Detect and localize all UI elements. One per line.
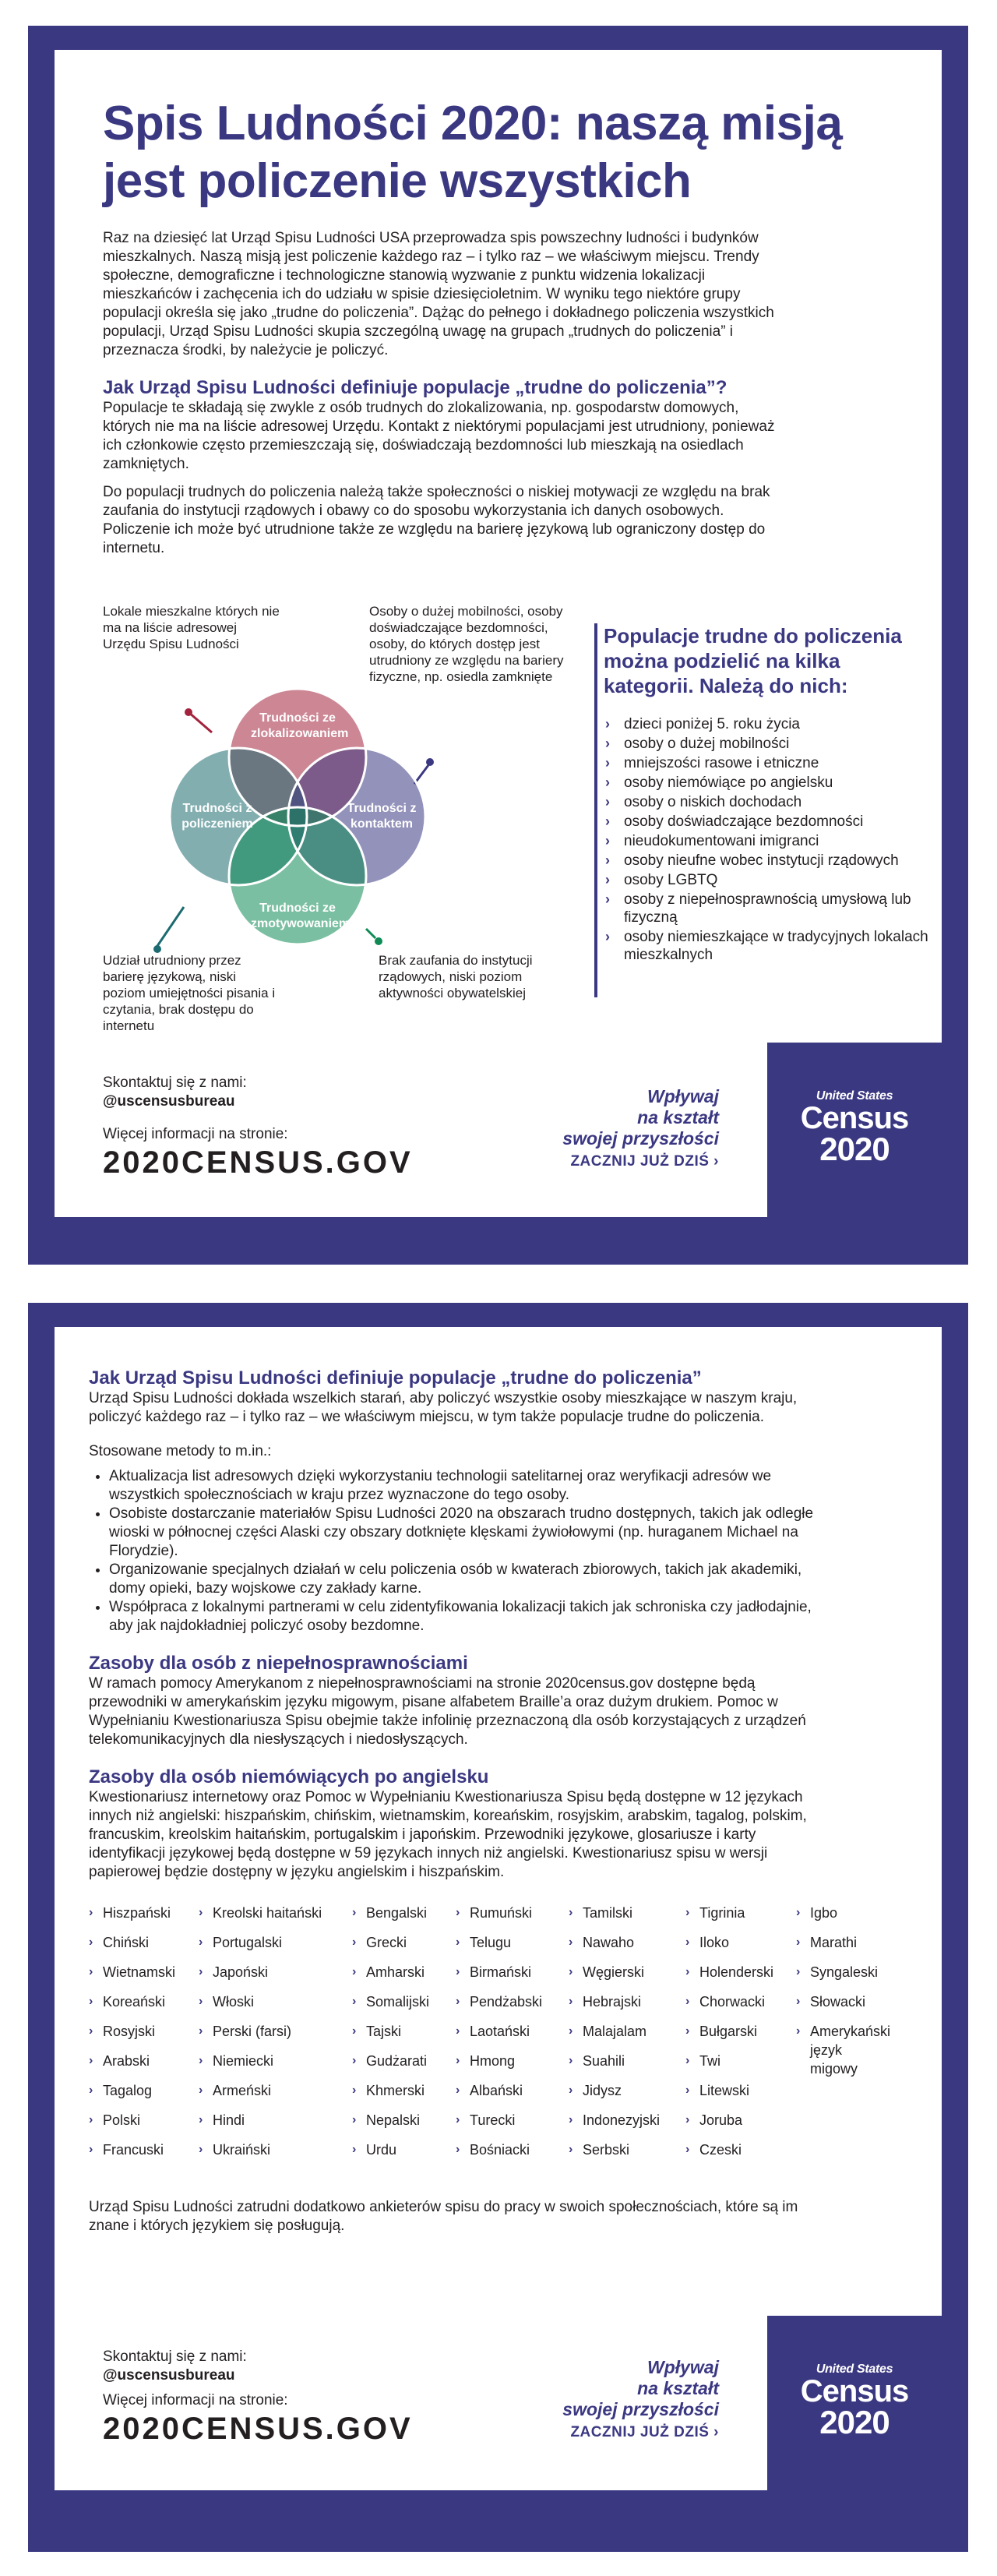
section-heading: Jak Urząd Spisu Ludności definiuje populacje „trudne do policzenia”? [103,377,727,398]
intro-paragraph: Raz na dziesięć lat Urząd Spisu Ludności USA przeprowadza spis powszechny ludności i budynków mieszkalnych. Naszą misją jest policzenie każdego raz – i tylko raz – we właściwym miejscu. Trendy społeczne, demograficzne i technologiczne stanowią wyzwanie z punktu widzenia lokalizacji mieszkańców i zachęcenia ich do udziału w spisie dziesięcioletnim. W wyniku tego niektóre grupy populacji określa się jako „trudne do policzenia”. Dążąc do pełnego i dokładnego policzenia wszystkich populacji, Urząd Spisu Ludności skupia szczególną uwagę na grupach „trudnych do policzenia” i przeznacza środki, by należycie je policzyć. [103,230,774,358]
language-item [199,2052,352,2070]
chevron-right-icon: › [89,1906,93,1919]
language-label: Birmański [470,1964,532,1980]
page-2-frame [28,1303,968,2552]
tagline-2 [516,2357,719,2443]
chevron-right-icon: › [352,2084,357,2097]
chevron-right-icon: › [569,2143,573,2156]
language-item [569,2052,685,2070]
language-label: Hiszpański [103,1905,171,1921]
logo-2-united-states: United States [816,2363,893,2376]
language-item [456,2081,569,2100]
language-item [685,1963,796,1981]
chevron-right-icon: › [569,2054,573,2067]
language-item [456,1904,569,1922]
language-label: Igbo [810,1905,838,1921]
chevron-right-icon: › [605,716,610,732]
category-item [604,852,931,870]
venn-label-right: Trudności z kontaktem [347,802,417,831]
logo-census: Census [800,1101,909,1135]
p2-heading-2: Zasoby dla osób z niepełnosprawnościami [89,1653,468,1674]
language-item [796,2022,890,2078]
chevron-right-icon: › [569,1906,573,1919]
tagline-2-line-3: swojej przyszłości [562,2399,719,2419]
language-item [796,1963,890,1981]
language-item [89,1992,199,2011]
chevron-right-icon: › [685,2024,690,2038]
category-item [604,813,931,831]
social-handle-2[interactable]: @uscensusbureau [103,2367,235,2384]
language-label: Francuski [103,2142,164,2158]
page-1-sheet [55,50,942,1217]
languages-column [569,1904,685,2170]
language-item [352,2081,456,2100]
language-item [89,2052,199,2070]
page-title [103,95,893,210]
chevron-right-icon: › [605,813,610,829]
language-label: Czeski [699,2142,742,2158]
chevron-right-icon: › [352,2054,357,2067]
category-item [604,754,931,772]
category-item [604,774,931,792]
p2-paragraph-1: Urząd Spisu Ludności dokłada wszelkich starań, aby policzyć wszystkie osoby mieszkające w naszym kraju, policzyć każdego raz – i tylko raz – we właściwym miejscu, w tym także populacje trudne do policzenia. [89,1390,798,1425]
page-2-content [89,1367,907,2235]
language-label: Tagalog [103,2083,153,2098]
chevron-right-icon: › [89,2024,93,2038]
page-title-line-2: jest policzenie wszystkich [103,154,692,208]
language-label: Telugu [470,1935,512,1950]
chevron-right-icon: › [352,2113,357,2126]
p2-heading-1: Jak Urząd Spisu Ludności definiuje populacje „trudne do policzenia” [89,1367,702,1389]
language-item [456,2111,569,2130]
chevron-right-icon: › [456,2054,460,2067]
p2-paragraph-3: Kwestionariusz internetowy oraz Pomoc w Wypełnianiu Kwestionariusza Spisu będą dostępne w 12 językach innych niż angielski: hiszpańskim, chińskim, wietnamskim, koreańskim, rosyjskim, arabskim, tagalog, polskim, francuskim, kreolskim haitańskim, portugalskim i japońskim. Przewodniki językowe, glosariusze i karty identyfikacji językowej będą dostępne w 59 językach innych niż angielski. Kwestionariusz spisu w wersji papierowej będzie dostępny w języku angielskim i hiszpańskim. [89,1789,807,1880]
language-label: Holenderski [699,1964,774,1980]
chevron-right-icon: › [796,2024,801,2038]
language-item [352,2140,456,2159]
methods-list [89,1467,829,1636]
languages-column [796,1904,890,2170]
language-item [199,2022,352,2041]
language-label: Bułgarski [699,2024,758,2039]
category-item-label: osoby LGBTQ [624,872,718,888]
chevron-right-icon: › [89,2113,93,2126]
more-info-label: Więcej informacji na stronie: [103,1126,288,1142]
language-label: Portugalski [213,1935,283,1950]
language-item [89,1933,199,1952]
category-item-label: osoby doświadczające bezdomności [624,813,864,830]
category-item-label: osoby niemieszkające w tradycyjnych lokalach mieszkalnych [624,929,928,963]
cta-link[interactable] [516,1151,719,1172]
chevron-right-icon: › [685,1995,690,2008]
language-label: Twi [699,2053,720,2069]
language-label: Tigrinia [699,1905,745,1921]
chevron-right-icon: › [352,1936,357,1949]
chevron-right-icon: › [685,2054,690,2067]
chevron-right-icon: › [352,1906,357,1919]
category-item-label: dzieci poniżej 5. roku życia [624,716,800,732]
chevron-right-icon: › [569,2113,573,2126]
footer-contact [103,1074,508,1181]
chevron-right-icon: › [89,1936,93,1949]
language-label: Pendżabski [470,1994,543,2010]
chevron-right-icon: › [605,891,610,907]
language-label: Rosyjski [103,2024,156,2039]
category-item [604,735,931,753]
note-top-right: Osoby o dużej mobilności, osoby doświadczające bezdomności, osoby, do których dostęp jest utrudniony ze względu na bariery fizyczne, np. osiedla zamknięte [369,604,564,684]
chevron-right-icon: › [685,1906,690,1919]
categories-panel [604,623,931,965]
language-item [569,2111,685,2130]
categories-rule [594,623,597,997]
tagline-line-2: na kształt [637,1107,719,1127]
chevron-right-icon: › [685,2113,690,2126]
tagline-2-line-1: Wpływaj [646,2357,719,2377]
language-item [89,2081,199,2100]
language-item [456,1992,569,2011]
language-label: Serbski [583,2142,630,2158]
chevron-right-icon: › [456,2113,460,2126]
language-item [685,2111,796,2130]
p2-paragraph-2: W ramach pomocy Amerykanom z niepełnosprawnościami na stronie 2020census.gov dostępne będą przewodniki w amerykańskim języku migowym, pisane alfabetem Braille’a oraz dużym drukiem. Pomoc w Wypełnianiu Kwestionariusza Spisu obejmie także infolinię przeznaczoną dla osób korzystających z urządzeń telekomunikacyjnych dla niesłyszących i niedosłyszących. [89,1675,806,1748]
chevron-right-icon: › [605,929,610,944]
chevron-right-icon: › [569,2084,573,2097]
chevron-right-icon: › [713,2424,719,2440]
language-item [89,1963,199,1981]
logo-2-year: 2020 [819,2404,890,2440]
language-label: Grecki [366,1935,407,1950]
chevron-right-icon: › [456,1965,460,1978]
chevron-right-icon: › [352,2143,357,2156]
census-logo [767,1043,942,1217]
chevron-right-icon: › [199,1906,203,1919]
chevron-right-icon: › [352,2024,357,2038]
languages-column [456,1904,569,2170]
chevron-right-icon: › [89,2054,93,2067]
chevron-right-icon: › [685,2084,690,2097]
language-label: Arabski [103,2053,150,2069]
language-label: Jidysz [583,2083,622,2098]
category-item [604,871,931,889]
category-item [604,715,931,733]
chevron-right-icon: › [605,872,610,887]
language-label: Rumuński [470,1905,533,1921]
language-label: Węgierski [583,1964,645,1980]
footer-contact-2 [103,2348,508,2447]
language-label: Suahili [583,2053,625,2069]
method-item: • Organizowanie specjalnych działań w celu policzenia osób w kwaterach zbiorowych, takich jak akademiki, domy opieki, bazy wojskowe czy zakłady karne. [109,1561,829,1598]
chevron-right-icon: › [199,2054,203,2067]
language-item [89,2140,199,2159]
language-item [456,2140,569,2159]
cta-label: ZACZNIJ JUŻ DZIŚ [570,1153,710,1170]
language-item [569,1992,685,2011]
language-item [352,2052,456,2070]
language-label: Litewski [699,2083,750,2098]
category-item-label: osoby o dużej mobilności [624,736,790,752]
chevron-right-icon: › [685,1936,690,1949]
venn-label-top: Trudności ze zlokalizowaniem [251,711,349,740]
language-label: Perski (farsi) [213,2024,292,2039]
language-label: Słowacki [810,1994,866,2010]
website-link-2[interactable]: 2020CENSUS.GOV [103,2412,413,2446]
language-label: Albański [470,2083,523,2098]
language-item [685,1992,796,2011]
language-label: Marathi [810,1935,858,1950]
category-item [604,832,931,850]
note-top-left: Lokale mieszkalne których nie ma na liście adresowej Urzędu Spisu Ludności [103,604,280,651]
language-label: Bośniacki [470,2142,530,2158]
chevron-right-icon: › [569,1936,573,1949]
chevron-right-icon: › [199,2143,203,2156]
language-label: Ukraiński [213,2142,271,2158]
chevron-right-icon: › [456,2024,460,2038]
chevron-right-icon: › [89,1995,93,2008]
category-item-label: osoby z niepełnosprawnością umysłową lub fizyczną [624,891,911,926]
language-item [89,1904,199,1922]
language-label: Bengalski [366,1905,428,1921]
languages-column [352,1904,456,2170]
languages-column [89,1904,199,2170]
language-label: Kreolski haitański [213,1905,322,1921]
language-item [569,2140,685,2159]
cta-label-2: ZACZNIJ JUŻ DZIŚ [570,2424,710,2440]
language-label: Malajalam [583,2024,647,2039]
language-label: Urdu [366,2142,397,2158]
chevron-right-icon: › [456,1995,460,2008]
social-handle[interactable]: @uscensusbureau [103,1093,235,1110]
category-item-label: mniejszości rasowe i etniczne [624,755,819,771]
cta-link-2[interactable] [516,2422,719,2443]
category-item [604,891,931,926]
venn-label-left: Trudności z policzeniem [181,802,253,831]
chevron-right-icon: › [456,1936,460,1949]
language-item [352,2111,456,2130]
chevron-right-icon: › [605,736,610,751]
language-label: Włoski [213,1994,254,2010]
chevron-right-icon: › [199,1995,203,2008]
logo-united-states: United States [816,1089,893,1103]
chevron-right-icon: › [199,2113,203,2126]
chevron-right-icon: › [796,1906,801,1919]
chevron-right-icon: › [605,775,610,790]
language-item [199,2111,352,2130]
language-item [89,2111,199,2130]
venn-label-bottom: Trudności ze zmotywowaniem [251,902,351,930]
language-label: Gudżarati [366,2053,428,2069]
language-item [685,2052,796,2070]
logo-year: 2020 [819,1131,890,1167]
census-logo-2 [767,2316,942,2490]
language-label: Khmerski [366,2083,425,2098]
language-item [352,1963,456,1981]
chevron-right-icon: › [569,1995,573,2008]
venn-diagram [103,603,601,1039]
language-label: Hmong [470,2053,516,2069]
language-item [685,2022,796,2041]
language-item [685,2081,796,2100]
language-item [685,1904,796,1922]
tagline [516,1086,719,1172]
language-label: Chorwacki [699,1994,766,2010]
language-label: Iloko [699,1935,730,1950]
chevron-right-icon: › [456,2143,460,2156]
method-item: • Osobiste dostarczanie materiałów Spisu Ludności 2020 na obszarach trudno dostępnych, takich jak odległe wioski w północnej części Alaski czy obszary dotknięte klęskami żywiołowymi (np. huraganem Michael na Florydzie). [109,1505,829,1561]
language-item [569,1963,685,1981]
chevron-right-icon: › [796,1936,801,1949]
languages-grid [89,1904,907,2170]
chevron-right-icon: › [456,1906,460,1919]
language-item [796,1992,890,2011]
language-item [569,2022,685,2041]
language-item [456,1933,569,1952]
language-item [199,1992,352,2011]
language-item [199,1933,352,1952]
chevron-right-icon: › [89,1965,93,1978]
language-label: Polski [103,2112,141,2128]
chevron-right-icon: › [569,1965,573,1978]
language-item [456,1963,569,1981]
chevron-right-icon: › [796,1965,801,1978]
language-item [352,1933,456,1952]
language-item [456,2052,569,2070]
category-item [604,928,931,964]
chevron-right-icon: › [605,755,610,771]
page-1-content [103,95,893,558]
tagline-line-3: swojej przyszłości [562,1128,719,1149]
contact-label: Skontaktuj się z nami: [103,1075,247,1091]
language-item [199,1904,352,1922]
language-label: Hindi [213,2112,245,2128]
language-label: Wietnamski [103,1964,176,1980]
p2-heading-3: Zasoby dla osób niemówiących po angielsku [89,1766,489,1787]
category-item-label: nieudokumentowani imigranci [624,833,819,849]
language-item [352,1992,456,2011]
language-label: Tajski [366,2024,402,2039]
paragraph-1: Populacje te składają się zwykle z osób trudnych do zlokalizowania, np. gospodarstw domowych, których nie ma na liście adresowej Urzędu. Kontakt z niektórymi populacjami jest utrudniony, ponieważ ich członkowie często przemieszczają się, doświadczają bezdomności lub mieszkają na osiedlach zamkniętych. [103,400,775,472]
language-label: Turecki [470,2112,516,2128]
language-item [569,2081,685,2100]
methods-intro: Stosowane metody to m.in.: [89,1443,272,1459]
language-label: Japoński [213,1964,269,1980]
tagline-2-line-2: na kształt [637,2378,719,2398]
language-item [199,2140,352,2159]
language-label: Armeński [213,2083,272,2098]
chevron-right-icon: › [199,2024,203,2038]
language-label: Indonezyjski [583,2112,661,2128]
tagline-line-1: Wpływaj [646,1086,719,1106]
languages-column [199,1904,352,2170]
chevron-right-icon: › [352,1965,357,1978]
category-item [604,793,931,811]
language-item [89,2022,199,2041]
categories-list [604,715,931,964]
note-bottom-left: Udział utrudniony przez barierę językową, niski poziom umiejętności pisania i czytania, brak dostępu do internetu [103,953,276,1033]
language-item [456,2022,569,2041]
chevron-right-icon: › [352,1995,357,2008]
method-item: • Aktualizacja list adresowych dzięki wykorzystaniu technologii satelitarnej oraz weryfikacji adresów we wszystkich społecznościach w kraju przez wyznaczone do tego osoby. [109,1467,829,1505]
language-item [569,1933,685,1952]
language-item [352,1904,456,1922]
language-label: Niemiecki [213,2053,274,2069]
language-label: Chiński [103,1935,150,1950]
language-item [685,1933,796,1952]
language-label: Nawaho [583,1935,635,1950]
page-1-frame [28,26,968,1265]
category-item-label: osoby niemówiące po angielsku [624,775,833,791]
language-label: Somalijski [366,1994,430,2010]
logo-2-census: Census [800,2374,909,2408]
language-label: Hebrajski [583,1994,642,2010]
chevron-right-icon: › [89,2143,93,2156]
paragraph-2: Do populacji trudnych do policzenia należą także społeczności o niskiej motywacji ze względu na brak zaufania do instytucji rządowych i obawy co do sposobu wykorzystania ich danych osobowych. Policzenie ich może być utrudnione także ze względu na barierę językową lub ograniczony dostęp do internetu. [103,484,770,556]
language-label: Laotański [470,2024,530,2039]
contact-label-2: Skontaktuj się z nami: [103,2348,247,2365]
language-label: Tamilski [583,1905,633,1921]
chevron-right-icon: › [456,2084,460,2097]
chevron-right-icon: › [199,2084,203,2097]
category-item-label: osoby nieufne wobec instytucji rządowych [624,852,899,869]
language-label: Joruba [699,2112,743,2128]
language-label: Amharski [366,1964,425,1980]
language-label: Syngaleski [810,1964,879,1980]
method-item: • Współpraca z lokalnymi partnerami w celu zidentyfikowania lokalizacji takich jak schroniska czy jadłodajnie, aby jak najdokładniej policzyć osoby bezdomne. [109,1598,829,1636]
note-bottom-right: Brak zaufania do instytucji rządowych, niski poziom aktywności obywatelskiej [379,953,533,1000]
language-label: Koreański [103,1994,166,2010]
website-link[interactable]: 2020CENSUS.GOV [103,1145,413,1180]
chevron-right-icon: › [199,1965,203,1978]
chevron-right-icon: › [605,852,610,868]
language-item [796,1933,890,1952]
language-item [569,1904,685,1922]
chevron-right-icon: › [713,1153,719,1170]
chevron-right-icon: › [199,1936,203,1949]
chevron-right-icon: › [605,833,610,849]
chevron-right-icon: › [605,794,610,810]
page-2-sheet [55,1327,942,2490]
categories-heading: Populacje trudne do policzenia można podzielić na kilka kategorii. Należą do nich: [604,624,902,697]
more-info-label-2: Więcej informacji na stronie: [103,2392,288,2408]
language-item [199,2081,352,2100]
category-item-label: osoby o niskich dochodach [624,794,802,810]
chevron-right-icon: › [89,2084,93,2097]
chevron-right-icon: › [569,2024,573,2038]
language-label: Amerykański język migowy [810,2024,891,2077]
languages-column [685,1904,796,2170]
closing-paragraph: Urząd Spisu Ludności zatrudni dodatkowo ankieterów spisu do pracy w swoich społecznościach, które są im znane i których językiem się posługują. [89,2199,798,2234]
language-item [199,1963,352,1981]
page-title-line-1: Spis Ludności 2020: naszą misją [103,97,843,150]
chevron-right-icon: › [685,1965,690,1978]
language-item [685,2140,796,2159]
language-item [796,1904,890,1922]
chevron-right-icon: › [796,1995,801,2008]
chevron-right-icon: › [685,2143,690,2156]
language-item [352,2022,456,2041]
language-label: Nepalski [366,2112,421,2128]
